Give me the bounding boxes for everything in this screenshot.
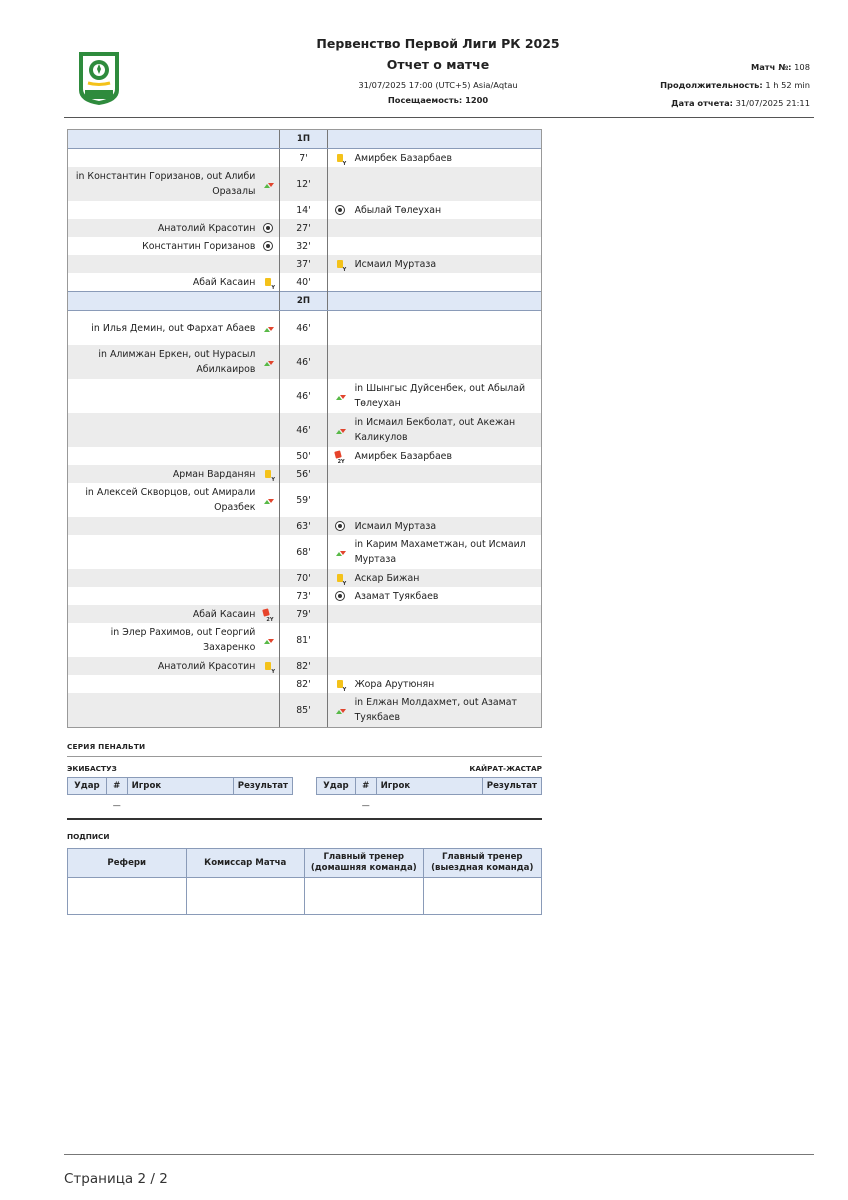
event-away-text: in Карим Махаметжан, out Исмаил Муртаза [354, 539, 526, 565]
yellow-card-icon [261, 276, 275, 288]
event-minute: 7' [280, 149, 327, 168]
event-home-cell [67, 379, 280, 413]
event-away-text: in Исмаил Бекболат, out Акежан Каликулов [354, 417, 516, 443]
sig-commissioner: Комиссар Матча [186, 849, 305, 878]
event-home-text: Анатолий Красотин [157, 660, 256, 672]
event-minute: 46' [280, 345, 327, 379]
event-row [67, 587, 542, 605]
report-date-label: Дата отчета: [671, 98, 733, 108]
report-title-block [240, 36, 636, 105]
event-home-cell [67, 447, 280, 465]
event-away-text: Амирбек Базарбаев [354, 450, 452, 462]
event-home-cell [67, 237, 280, 255]
yellow-card-icon [333, 152, 347, 164]
penalty-bottom-divider [67, 818, 542, 820]
event-home-text: in Элер Рахимов, out Георгий Захаренко [110, 627, 256, 653]
period-label: 2П [280, 292, 327, 311]
period-header-row [67, 292, 542, 311]
event-row [67, 605, 542, 623]
event-away-text: Жора Арутюнян [354, 678, 435, 690]
event-away-cell [327, 447, 542, 465]
sig-away-coach: Главный тренер (выездная команда) [423, 849, 542, 878]
event-home-cell [67, 569, 280, 587]
event-row [67, 447, 542, 465]
event-away-cell [327, 483, 542, 517]
sig-home-coach: Главный тренер (домашняя команда) [305, 849, 424, 878]
substitution-icon [333, 424, 347, 436]
substitution-icon [261, 178, 275, 190]
event-minute: 32' [280, 237, 327, 255]
event-away-cell [327, 237, 542, 255]
sig-referee: Рефери [68, 849, 187, 878]
penalty-table-away [316, 777, 542, 815]
match-meta [660, 62, 810, 116]
event-minute: 70' [280, 569, 327, 587]
col-shot: Удар [68, 778, 107, 795]
penalty-away-empty: — [361, 800, 370, 810]
event-row [67, 483, 542, 517]
event-away-text: in Шынгыс Дуйсенбек, out Абылай Төлеухан [354, 383, 526, 409]
event-minute: 27' [280, 219, 327, 237]
event-home-text: Абай Касаин [192, 608, 256, 620]
event-home-cell [67, 623, 280, 657]
penalty-table-home [67, 777, 293, 815]
event-home-text: in Алексей Скворцов, out Амирали Оразбек [85, 487, 256, 513]
event-away-cell [327, 311, 542, 346]
event-away-cell [327, 255, 542, 273]
col-number: # [355, 778, 376, 795]
duration-value: 1 h 52 min [765, 80, 810, 90]
event-home-cell [67, 345, 280, 379]
event-away-text: in Елжан Молдахмет, out Азамат Туякбаев [354, 697, 517, 723]
event-minute: 85' [280, 693, 327, 727]
page-number: Страница 2 / 2 [64, 1171, 168, 1187]
event-home-cell [67, 587, 280, 605]
event-row [67, 255, 542, 273]
substitution-icon [261, 494, 275, 506]
event-minute: 40' [280, 273, 327, 292]
goal-icon [261, 240, 275, 252]
event-row [67, 623, 542, 657]
header-divider [64, 117, 814, 118]
event-row [67, 237, 542, 255]
match-events-table [67, 129, 542, 727]
event-away-cell [327, 465, 542, 483]
report-date-value: 31/07/2025 21:11 [735, 98, 810, 108]
period-label: 1П [280, 130, 327, 149]
event-away-cell [327, 149, 542, 168]
event-row [67, 201, 542, 219]
league-shield-logo-icon [76, 50, 122, 106]
match-datetime: 31/07/2025 17:00 (UTC+5) Asia/Aqtau [358, 80, 518, 90]
substitution-icon [333, 704, 347, 716]
substitution-icon [261, 322, 275, 334]
event-minute: 59' [280, 483, 327, 517]
event-minute: 81' [280, 623, 327, 657]
event-minute: 37' [280, 255, 327, 273]
event-minute: 46' [280, 379, 327, 413]
event-home-text: Абай Касаин [192, 276, 256, 288]
signatures-table [67, 848, 542, 915]
event-row [67, 517, 542, 535]
substitution-icon [333, 390, 347, 402]
event-row [67, 693, 542, 727]
yellow-card-icon [333, 258, 347, 270]
yellow-card-icon [261, 468, 275, 480]
substitution-icon [333, 546, 347, 558]
signatures-title: ПОДПИСИ [67, 832, 110, 841]
event-home-text: in Константин Горизанов, out Алиби Оразалы [75, 171, 256, 197]
event-away-cell [327, 201, 542, 219]
event-away-cell [327, 517, 542, 535]
event-home-cell [67, 255, 280, 273]
event-away-cell [327, 167, 542, 201]
event-away-cell [327, 693, 542, 727]
event-row [67, 345, 542, 379]
sig-away-coach-box [423, 878, 542, 915]
col-player: Игрок [127, 778, 233, 795]
event-home-text: in Илья Демин, out Фархат Абаев [91, 322, 256, 334]
match-duration [660, 80, 810, 90]
event-minute: 79' [280, 605, 327, 623]
event-away-cell [327, 219, 542, 237]
goal-icon [333, 520, 347, 532]
substitution-icon [261, 356, 275, 368]
event-home-cell [67, 149, 280, 168]
event-away-cell [327, 345, 542, 379]
event-away-cell [327, 535, 542, 569]
event-row [67, 465, 542, 483]
report-title: Отчет о матче [386, 57, 490, 72]
duration-label: Продолжительность: [660, 80, 763, 90]
event-minute: 46' [280, 311, 327, 346]
penalty-home-team: ЭКИБАСТУЗ [67, 764, 117, 773]
event-row [67, 379, 542, 413]
event-minute: 68' [280, 535, 327, 569]
event-away-cell [327, 675, 542, 693]
match-number [660, 62, 810, 72]
penalty-away-team: КАЙРАТ-ЖАСТАР [469, 764, 542, 773]
event-row [67, 311, 542, 346]
sig-referee-box [68, 878, 187, 915]
attendance: Посещаемость: 1200 [387, 95, 489, 105]
penalty-divider [67, 756, 542, 757]
event-away-cell [327, 587, 542, 605]
event-home-cell [67, 517, 280, 535]
event-home-cell [67, 311, 280, 346]
event-row [67, 535, 542, 569]
substitution-icon [261, 634, 275, 646]
event-away-text: Азамат Туякбаев [354, 590, 439, 602]
event-away-cell [327, 569, 542, 587]
event-home-cell [67, 167, 280, 201]
sig-commissioner-box [186, 878, 305, 915]
goal-icon [261, 222, 275, 234]
league-logo [76, 50, 122, 106]
col-result: Результат [233, 778, 292, 795]
event-away-cell [327, 623, 542, 657]
event-home-cell [67, 273, 280, 292]
event-home-cell [67, 675, 280, 693]
period-home-cell [67, 130, 280, 149]
event-row [67, 167, 542, 201]
yellow-card-icon [261, 660, 275, 672]
event-row [67, 675, 542, 693]
event-away-cell [327, 605, 542, 623]
col-player: Игрок [376, 778, 482, 795]
report-date [660, 98, 810, 108]
event-minute: 46' [280, 413, 327, 447]
second-yellow-card-icon [333, 450, 347, 462]
yellow-card-icon [333, 572, 347, 584]
tournament-title: Первенство Первой Лиги РК 2025 [316, 36, 560, 51]
event-home-cell [67, 605, 280, 623]
event-minute: 12' [280, 167, 327, 201]
event-row [67, 413, 542, 447]
event-home-cell [67, 465, 280, 483]
event-away-cell [327, 273, 542, 292]
event-home-text: Константин Горизанов [142, 240, 256, 252]
period-header-row [67, 130, 542, 149]
event-minute: 14' [280, 201, 327, 219]
event-home-cell [67, 413, 280, 447]
event-away-cell [327, 657, 542, 675]
event-home-cell [67, 201, 280, 219]
yellow-card-icon [333, 678, 347, 690]
event-minute: 50' [280, 447, 327, 465]
event-row [67, 569, 542, 587]
col-result: Результат [482, 778, 541, 795]
event-home-cell [67, 219, 280, 237]
event-minute: 56' [280, 465, 327, 483]
event-minute: 82' [280, 675, 327, 693]
event-away-cell [327, 413, 542, 447]
events-body [67, 130, 542, 728]
event-minute: 82' [280, 657, 327, 675]
event-away-text: Исмаил Муртаза [354, 258, 437, 270]
footer-divider [64, 1154, 814, 1155]
period-home-cell [67, 292, 280, 311]
second-yellow-card-icon [261, 608, 275, 620]
period-away-cell [327, 130, 542, 149]
sig-home-coach-box [305, 878, 424, 915]
event-minute: 63' [280, 517, 327, 535]
period-away-cell [327, 292, 542, 311]
event-minute: 73' [280, 587, 327, 605]
event-away-text: Амирбек Базарбаев [354, 152, 452, 164]
event-row [67, 273, 542, 292]
event-home-cell [67, 693, 280, 727]
event-row [67, 149, 542, 168]
event-away-text: Исмаил Муртаза [354, 520, 437, 532]
event-home-text: Арман Варданян [172, 468, 256, 480]
event-home-cell [67, 535, 280, 569]
event-home-text: in Алимжан Еркен, out Нурасыл Абилкаиров [98, 349, 256, 375]
penalty-series-title: СЕРИЯ ПЕНАЛЬТИ [67, 742, 146, 751]
match-number-value: 108 [794, 62, 810, 72]
event-home-text: Анатолий Красотин [157, 222, 256, 234]
event-home-cell [67, 483, 280, 517]
col-shot: Удар [317, 778, 356, 795]
event-row [67, 657, 542, 675]
penalty-home-empty: — [112, 800, 121, 810]
col-number: # [106, 778, 127, 795]
event-away-text: Абылай Төлеухан [354, 204, 442, 216]
event-away-cell [327, 379, 542, 413]
event-row [67, 219, 542, 237]
event-away-text: Аскар Бижан [354, 572, 420, 584]
event-home-cell [67, 657, 280, 675]
goal-icon [333, 204, 347, 216]
match-number-label: Матч №: [750, 62, 792, 72]
